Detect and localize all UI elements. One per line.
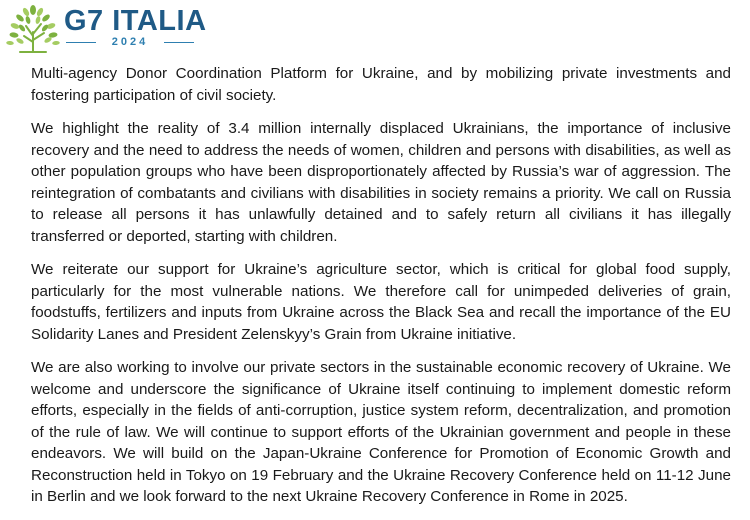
g7-italia-logo [6,2,207,54]
logo-year: 2024 [111,36,149,48]
page-header [0,0,750,60]
paragraph-3: We reiterate our support for Ukraine’s agriculture sector, which is critical for global food supply, particularly for the most vulnerable nations. We therefore call for unimpeded deliveries of grain, foodstuffs, fertilizers and inputs from Ukraine across the Black Sea and recall the importance of the EU Solidarity Lanes and President Zelenskyy’s Grain from Ukraine initiative. [31,261,731,343]
logo-title: G7 ITALIA [64,5,207,37]
document-body [31,63,731,520]
paragraph-4: We are also working to involve our private sectors in the sustainable economic recovery of Ukraine. We welcome and underscore the significance of Ukraine itself continuing to implement domestic reform efforts, especially in the fields of anti-corruption, justice system reform, decentralization, and promotion of the rule of law. We will continue to support efforts of the Ukrainian government and people in these endeavors. We will build on the Japan-Ukraine Conference for Promotion of Economic Growth and Reconstruction held in Tokyo on 19 February and the Ukraine Recovery Conference held on 11-12 June in Berlin and we look forward to the next Ukraine Recovery Conference in Rome in 2025. [31,359,731,505]
paragraph-1: Multi-agency Donor Coordination Platform for Ukraine, and by mobilizing private investments and fostering participation of civil society. [31,65,731,104]
logo-year-row [66,35,194,49]
paragraph-2: We highlight the reality of 3.4 million internally displaced Ukrainians, the importance of inclusive recovery and the need to address the needs of women, children and persons with disabilities, as well as other population groups who have been disproportionately affected by Russia’s war of aggression. The reintegration of combatants and civilians with disabilities in society remains a priority. We call on Russia to release all persons it has unlawfully detained and to safely return all civilians it has illegally transferred or deported, starting with children. [31,120,731,245]
olive-tree-icon [6,2,62,54]
logo-rule-right [164,42,194,43]
